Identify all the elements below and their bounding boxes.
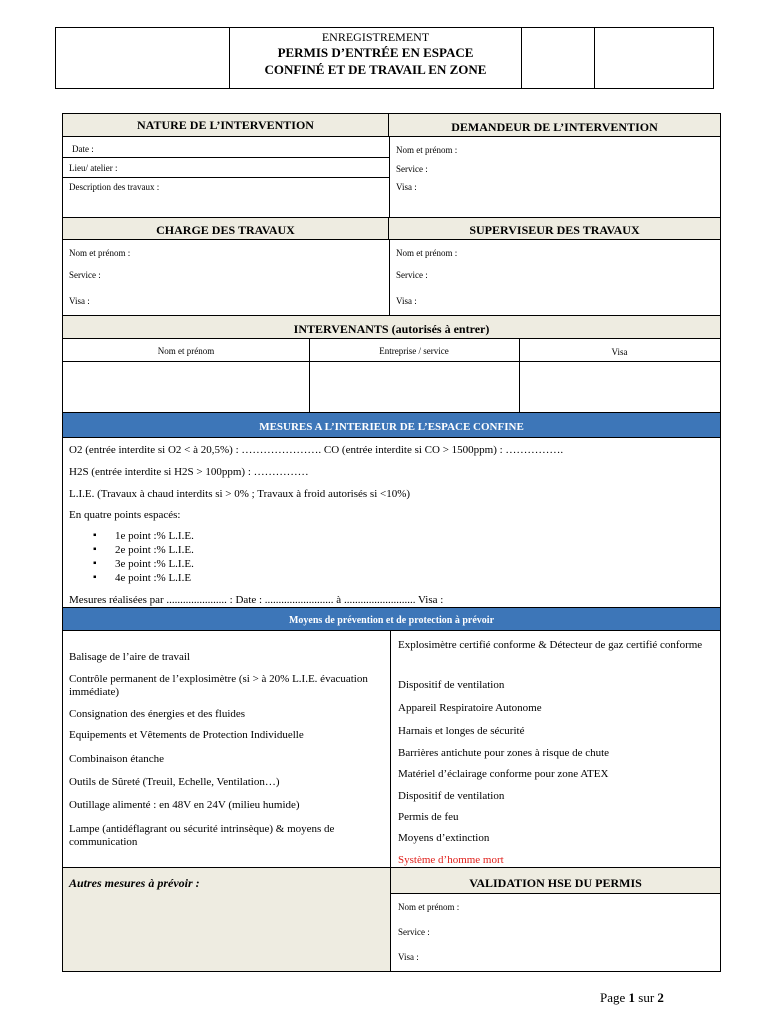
mesures-points-intro: En quatre points espacés:: [69, 509, 181, 521]
demandeur-visa-label: Visa :: [396, 182, 417, 192]
header-line-3: CONFINÉ ET DE TRAVAIL EN ZONE: [264, 62, 487, 77]
page-number: Page 1 sur 2: [600, 990, 664, 1005]
moyens-right-1: Explosimètre certifié conforme & Détecteur de gaz certifié conforme: [398, 639, 703, 651]
mesures-lie: L.I.E. (Travaux à chaud interdits si > 0% ; Travaux à froid autorisés si <10%): [69, 488, 411, 500]
charge-service-label: Service :: [69, 270, 101, 280]
moyens-left-2: Contrôle permanent de l’explosimètre (si > à 20% L.I.E. évacuation immédiate): [69, 673, 368, 698]
intervenants-col-nom: Nom et prénom: [157, 346, 215, 356]
mesures-point-2: ▪ 2e point :% L.I.E.: [115, 544, 194, 556]
intervenants-col-entreprise: Entreprise / service: [379, 346, 449, 356]
header-line-2: PERMIS D’ENTRÉE EN ESPACE: [277, 45, 474, 60]
mesures-h2s: H2S (entrée interdite si H2S > 100ppm) : ……………: [69, 466, 309, 478]
nature-date-label: Date :: [72, 144, 94, 154]
nature-description-label: Description des travaux :: [69, 182, 160, 192]
header-title: [230, 30, 521, 78]
demandeur-title: DEMANDEUR DE L’INTERVENTION: [389, 114, 720, 137]
moyens-right-9: Moyens d’extinction: [398, 832, 490, 844]
moyens-right-4: Harnais et longes de sécurité: [398, 725, 525, 737]
mesures-o2-co: O2 (entrée interdite si O2 < à 20,5%) : …………………. CO (entrée interdite si CO > 1500ppm) : …………….: [69, 444, 564, 456]
moyens-right-7: Dispositif de ventilation: [398, 790, 505, 802]
moyens-left-1: Balisage de l’aire de travail: [69, 651, 190, 663]
nature-lieu-label: Lieu/ atelier :: [69, 163, 118, 173]
mesures-title: MESURES A L’INTERIEUR DE L’ESPACE CONFINE: [63, 412, 720, 438]
demandeur-nom-label: Nom et prénom :: [396, 145, 458, 155]
moyens-right-8: Permis de feu: [398, 811, 459, 823]
document-header: [55, 27, 714, 89]
moyens-left-6: Outils de Sûreté (Treuil, Echelle, Ventilation…): [69, 776, 280, 788]
validation-title: VALIDATION HSE DU PERMIS: [391, 868, 720, 894]
moyens-left-4: Equipements et Vêtements de Protection Individuelle: [69, 729, 304, 741]
moyens-left-7: Outillage alimenté : en 48V en 24V (milieu humide): [69, 799, 300, 811]
superviseur-service-label: Service :: [396, 270, 428, 280]
header-line-1: ENREGISTREMENT: [321, 30, 430, 44]
nature-title: NATURE DE L’INTERVENTION: [63, 114, 389, 137]
intervenants-col-visa: Visa: [611, 347, 628, 357]
superviseur-nom-label: Nom et prénom :: [396, 248, 458, 258]
charge-visa-label: Visa :: [69, 296, 90, 306]
moyens-right-10: Système d’homme mort: [398, 854, 504, 866]
moyens-right-2: Dispositif de ventilation: [398, 679, 505, 691]
validation-service-label: Service :: [398, 927, 430, 937]
mesures-point-3: ▪ 3e point :% L.I.E.: [115, 558, 194, 570]
moyens-left-5: Combinaison étanche: [69, 753, 165, 765]
moyens-right-5: Barrières antichute pour zones à risque de chute: [398, 747, 610, 759]
mesures-point-1: ▪ 1e point :% L.I.E.: [115, 530, 194, 542]
validation-nom-label: Nom et prénom :: [398, 902, 460, 912]
moyens-right-3: Appareil Respiratoire Autonome: [398, 702, 542, 714]
charge-nom-label: Nom et prénom :: [69, 248, 131, 258]
autres-title: Autres mesures à prévoir :: [69, 876, 200, 890]
mesures-point-4: ▪ 4e point :% L.I.E: [115, 572, 191, 584]
superviseur-title: SUPERVISEUR DES TRAVAUX: [389, 217, 720, 240]
intervenants-title: INTERVENANTS (autorisés à entrer): [63, 315, 720, 339]
demandeur-service-label: Service :: [396, 164, 428, 174]
moyens-left-3: Consignation des énergies et des fluides: [69, 708, 246, 720]
superviseur-visa-label: Visa :: [396, 296, 417, 306]
mesures-realisees: Mesures réalisées par ...................... : Date : ......................... à .......................... Visa :: [69, 594, 444, 606]
moyens-right-6: Matériel d’éclairage conforme pour zone ATEX: [398, 768, 609, 780]
validation-visa-label: Visa :: [398, 952, 419, 962]
charge-title: CHARGE DES TRAVAUX: [63, 217, 389, 240]
moyens-title: Moyens de prévention et de protection à prévoir: [63, 607, 720, 631]
moyens-left-8: Lampe (antidéflagrant ou sécurité intrinsèque) & moyens de communication: [69, 823, 335, 848]
